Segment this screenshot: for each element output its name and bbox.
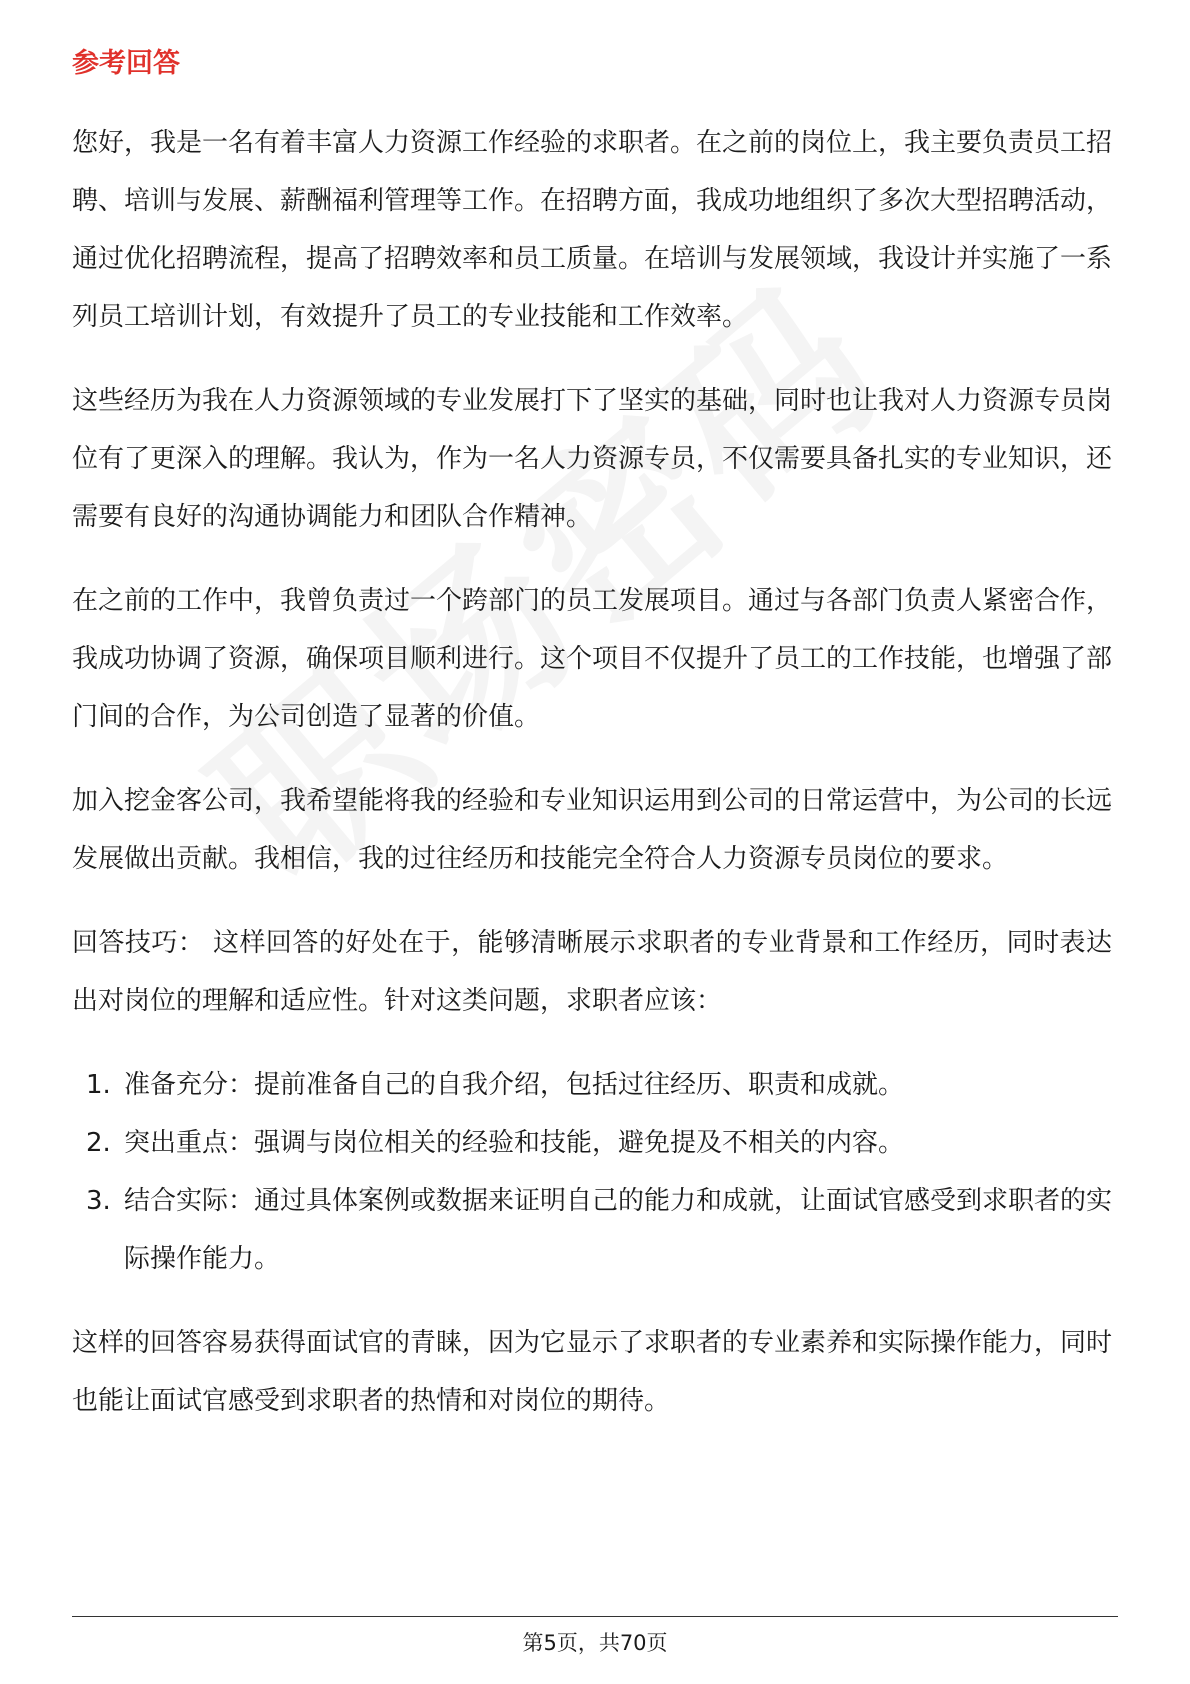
page-content [72,44,1112,1456]
paragraph-project: 在之前的工作中，我曾负责过一个跨部门的员工发展项目。通过与各部门负责人紧密合作，我成功协调了资源，确保项目顺利进行。这个项目不仅提升了员工的工作技能，也增强了部门间的合作，为公司创造了显著的价值。 [72,586,1113,732]
list-item [72,1114,1112,1172]
list-item-number: 3. [86,1186,111,1216]
list-item-text: 突出重点：强调与岗位相关的经验和技能，避免提及不相关的内容。 [124,1128,905,1158]
footer-divider [72,1616,1118,1617]
paragraph-join-company: 加入挖金客公司，我希望能将我的经验和专业知识运用到公司的日常运营中，为公司的长远发展做出贡献。我相信，我的过往经历和技能完全符合人力资源专员岗位的要求。 [72,786,1113,874]
list-item-number: 1. [86,1070,111,1100]
list-item-text: 结合实际：通过具体案例或数据来证明自己的能力和成就，让面试官感受到求职者的实际操作能力。 [124,1186,1113,1274]
paragraph-foundation: 这些经历为我在人力资源领域的专业发展打下了坚实的基础，同时也让我对人力资源专员岗位有了更深入的理解。我认为，作为一名人力资源专员，不仅需要具备扎实的专业知识，还需要有良好的沟通协调能力和团队合作精神。 [72,386,1113,532]
list-item-text: 准备充分：提前准备自己的自我介绍，包括过往经历、职责和成就。 [124,1070,905,1100]
paragraph-answer-tips: 回答技巧： 这样回答的好处在于，能够清晰展示求职者的专业背景和工作经历，同时表达出对岗位的理解和适应性。针对这类问题，求职者应该： [72,928,1112,1016]
list-item [72,1172,1112,1288]
list-item-number: 2. [86,1128,111,1158]
section-title: 参考回答 [72,48,180,79]
list-item [72,1056,1112,1114]
paragraph-closing: 这样的回答容易获得面试官的青睐，因为它显示了求职者的专业素养和实际操作能力，同时也能让面试官感受到求职者的热情和对岗位的期待。 [72,1328,1113,1416]
tips-list [72,1056,1112,1288]
page-number: 第5页，共70页 [522,1631,668,1655]
paragraph-intro: 您好，我是一名有着丰富人力资源工作经验的求职者。在之前的岗位上，我主要负责员工招聘、培训与发展、薪酬福利管理等工作。在招聘方面，我成功地组织了多次大型招聘活动，通过优化招聘流程，提高了招聘效率和员工质量。在培训与发展领域，我设计并实施了一系列员工培训计划，有效提升了员工的专业技能和工作效率。 [72,128,1113,332]
